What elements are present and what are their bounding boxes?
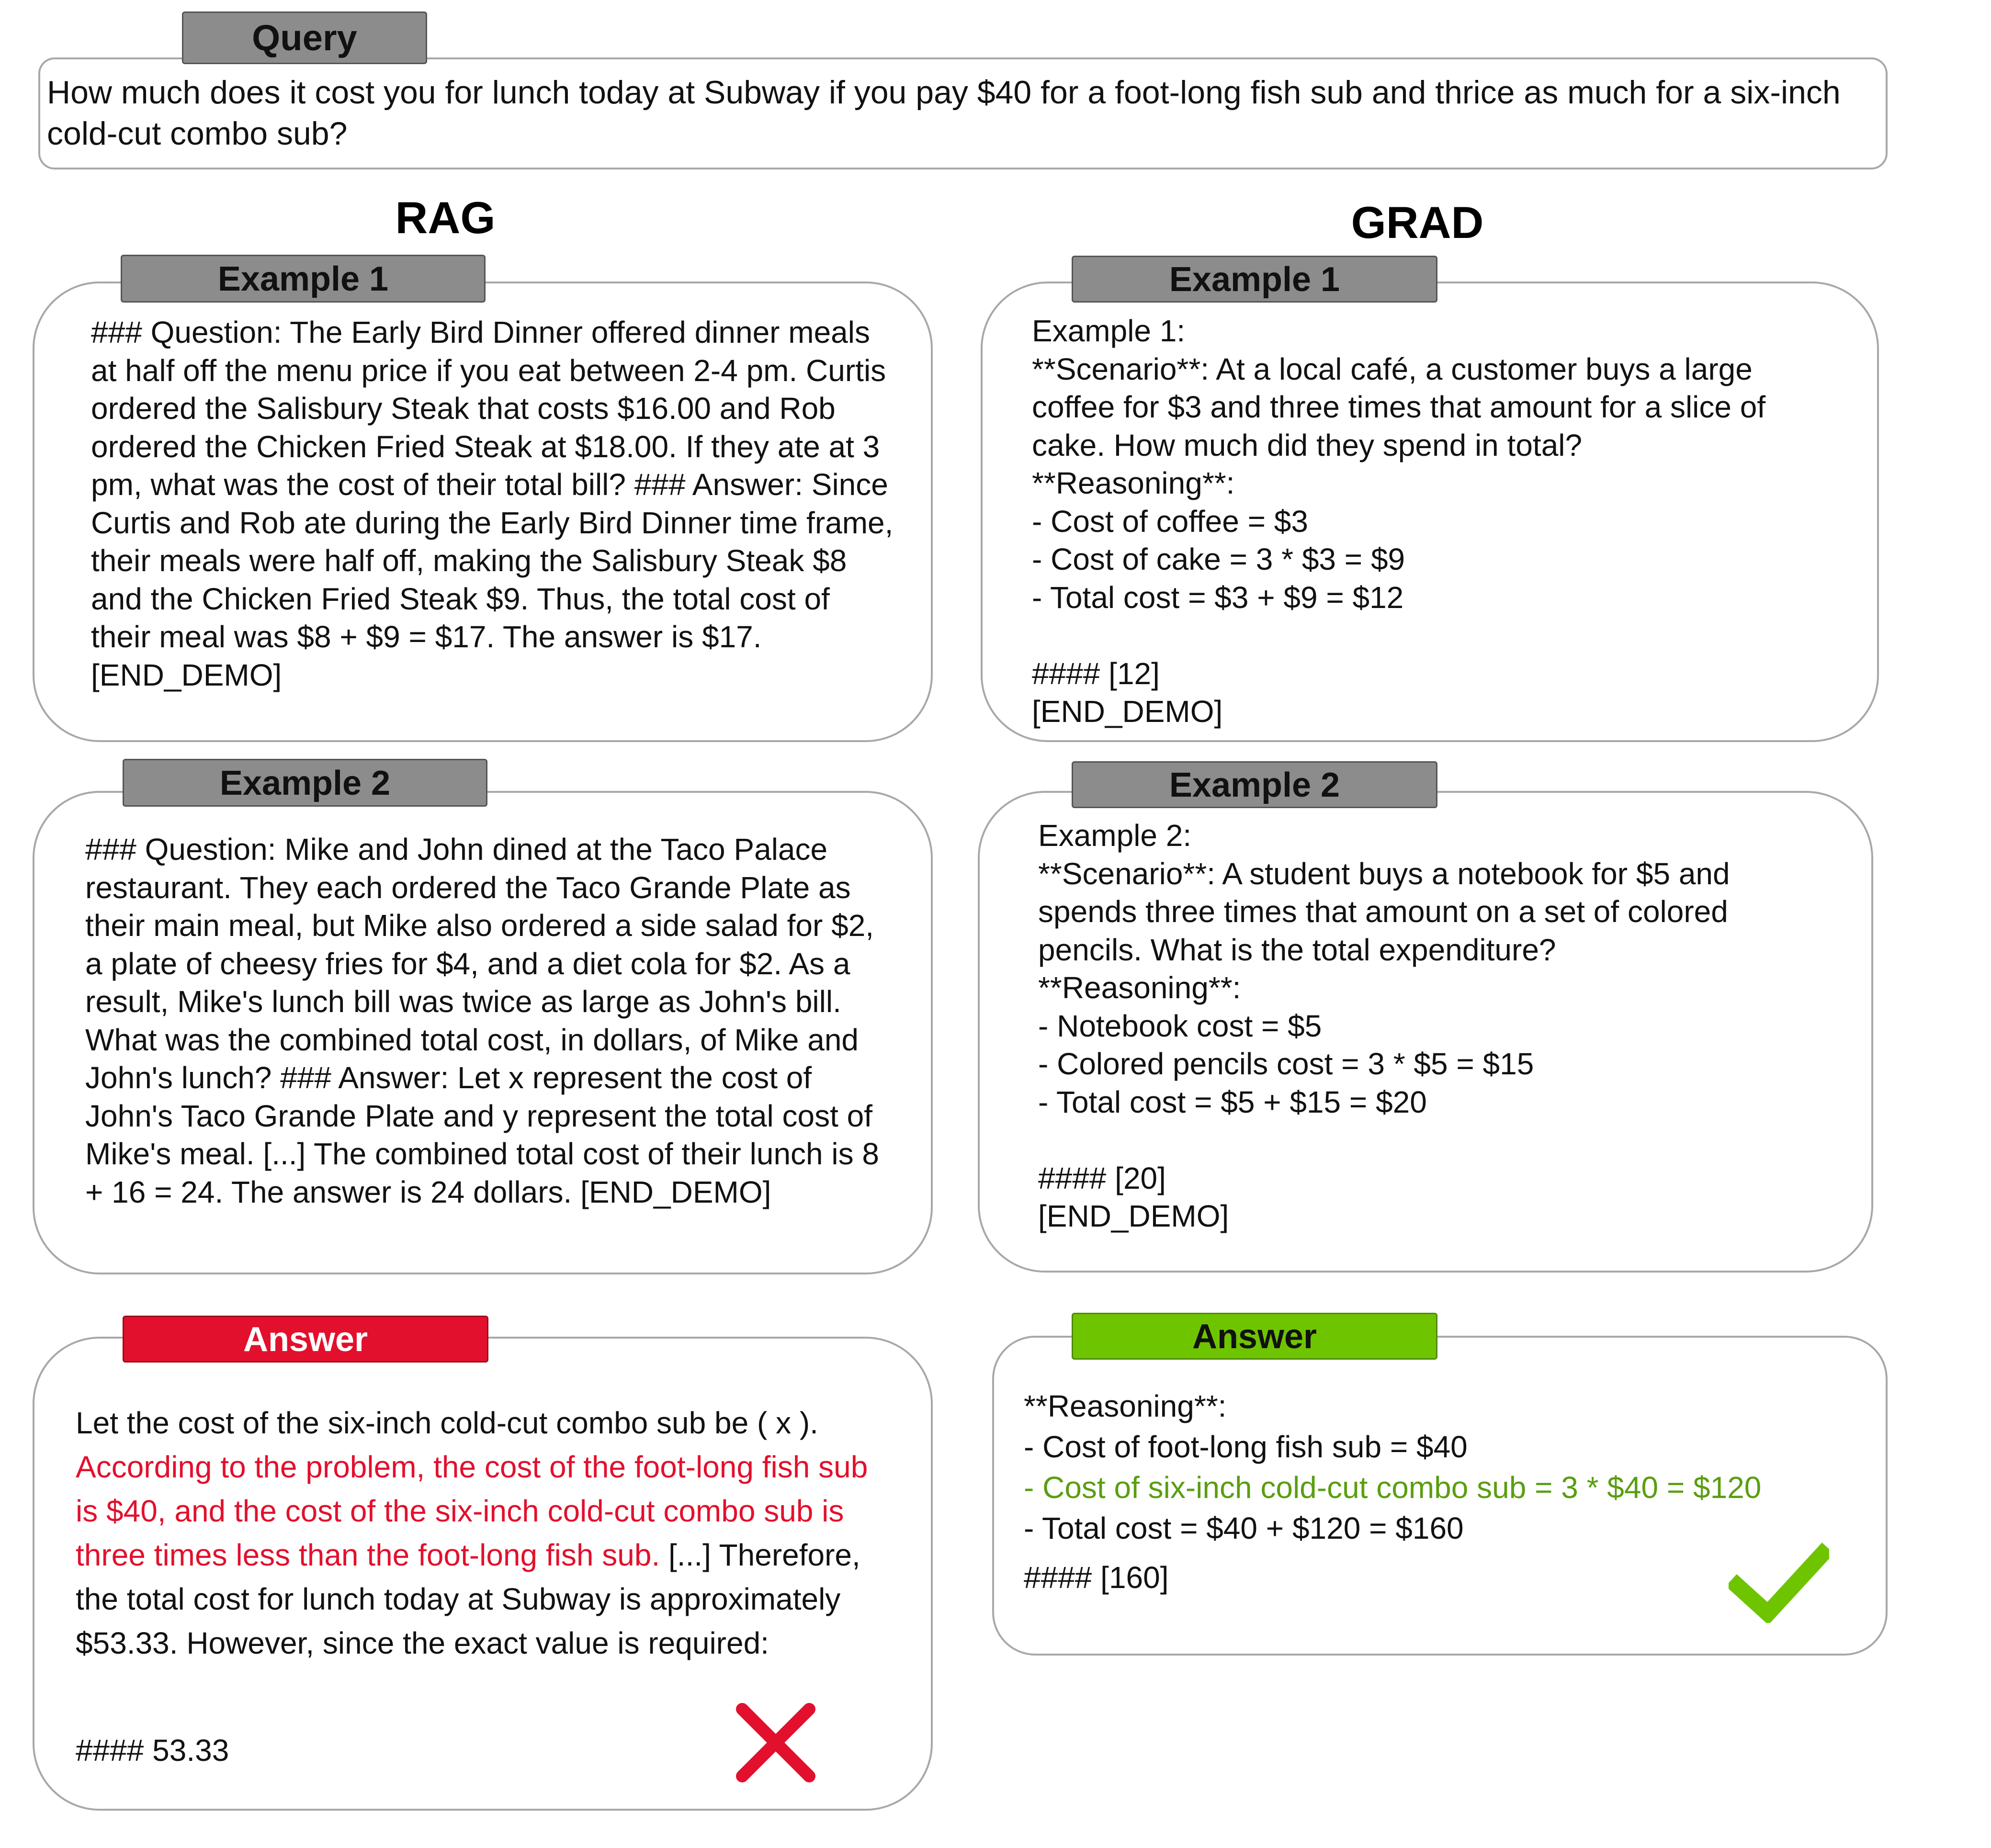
grad-example1-line: [END_DEMO] xyxy=(1032,694,1223,729)
grad-example1-blank xyxy=(1032,617,1836,655)
grad-answer-final: #### [160] xyxy=(1024,1560,1169,1595)
rag-answer-intro: Let the cost of the six-inch cold-cut combo sub be ( x ). xyxy=(76,1406,818,1440)
rag-answer-text xyxy=(76,1401,880,1665)
grad-example2-line: - Notebook cost = $5 xyxy=(1038,1008,1322,1043)
rag-example1-text: ### Question: The Early Bird Dinner offered dinner meals at half off the menu price if you eat between 2-4 pm. Curtis ordered the Salisbury Steak that costs $16.00 and Rob ordered the Chicken Fried Steak at $18.00. If they ate at 3 pm, what was the cost of their total bill? ### Answer: Since Curtis and Rob ate during the Early Bird Dinner time frame, their meals were half off, making the Salisbury Steak $8 and the Chicken Fried Steak $9. Thus, the total cost of their meal was $8 + $9 = $17. The answer is $17. [END_DEMO] xyxy=(91,315,894,692)
grad-example2-blank xyxy=(1038,1121,1828,1160)
rag-example1-label: Example 1 xyxy=(121,255,486,303)
rag-example2-label: Example 2 xyxy=(123,759,487,807)
grad-example1-line: #### [12] xyxy=(1032,656,1160,691)
rag-answer-conclusion: Therefore, the total cost for lunch today at Subway is approximately $53.33. However, since the exact value is required: xyxy=(76,1538,860,1660)
grad-title: GRAD xyxy=(1351,197,1484,248)
grad-example2-text xyxy=(1038,817,1828,1236)
grad-answer-line: - Cost of foot-long fish sub = $40 xyxy=(1024,1430,1468,1464)
rag-answer-final: #### 53.33 xyxy=(76,1733,229,1768)
grad-answer-label: Answer xyxy=(1072,1313,1437,1360)
grad-answer-line: - Total cost = $40 + $120 = $160 xyxy=(1024,1511,1464,1545)
grad-example1-line: - Total cost = $3 + $9 = $12 xyxy=(1032,580,1404,615)
grad-answer-correct-line: - Cost of six-inch cold-cut combo sub = 3 * $40 = $120 xyxy=(1024,1470,1762,1505)
grad-example2-line: **Reasoning**: xyxy=(1038,970,1241,1005)
grad-example2-line: - Total cost = $5 + $15 = $20 xyxy=(1038,1084,1427,1119)
checkmark-icon xyxy=(1729,1542,1829,1623)
rag-example2-text: ### Question: Mike and John dined at the Taco Palace restaurant. They each ordered the Taco Grande Plate as their main meal, but Mike also ordered a side salad for $2, a plate of cheesy fries for $4, and a diet cola for $2. As a result, Mike's lunch bill was twice as large as John's bill. What was the combined total cost, in dollars, of Mike and John's lunch? ### Answer: Let x represent the cost of John's Taco Grande Plate and y represent the total cost of Mike's meal. [...] The combined total cost of their lunch is 8 + 16 = 24. The answer is 24 dollars. [END_DEMO] xyxy=(85,832,879,1209)
grad-example2-line: #### [20] xyxy=(1038,1161,1166,1195)
grad-example2-scenario: **Scenario**: A student buys a notebook for $5 and spends three times that amount on a set of colored pencils. What is the total expenditure? xyxy=(1038,856,1730,967)
grad-example1-line: **Reasoning**: xyxy=(1032,466,1235,500)
rag-answer-wrong-reasoning: According to the problem, the cost of the foot-long fish sub is $40, and the cost of the six-inch cold-cut combo sub is three times less than the foot-long fish sub. xyxy=(76,1450,868,1572)
grad-example2-label: Example 2 xyxy=(1072,761,1437,808)
grad-example2-line: [END_DEMO] xyxy=(1038,1199,1229,1233)
rag-answer-ellipsis: [...] xyxy=(668,1538,711,1572)
grad-example2-line: Example 2: xyxy=(1038,818,1192,853)
grad-example1-line: Example 1: xyxy=(1032,314,1186,348)
rag-title: RAG xyxy=(395,192,496,243)
grad-example2-line: - Colored pencils cost = 3 * $5 = $15 xyxy=(1038,1047,1534,1081)
rag-answer-label: Answer xyxy=(123,1316,488,1363)
grad-example1-text xyxy=(1032,312,1836,731)
grad-example1-line: - Cost of coffee = $3 xyxy=(1032,504,1308,539)
grad-example1-line: - Cost of cake = 3 * $3 = $9 xyxy=(1032,542,1405,576)
wrong-x-icon xyxy=(733,1700,819,1786)
query-text: How much does it cost you for lunch today at Subway if you pay $40 for a foot-long fish sub and thrice as much for a six-inch cold-cut combo sub? xyxy=(47,74,1841,152)
grad-example1-scenario: **Scenario**: At a local café, a customer buys a large coffee for $3 and three times that amount for a slice of cake. How much did they spend in total? xyxy=(1032,351,1766,462)
grad-answer-reasoning-header: **Reasoning**: xyxy=(1024,1389,1227,1423)
grad-example1-label: Example 1 xyxy=(1072,256,1437,303)
query-label: Query xyxy=(182,11,427,64)
